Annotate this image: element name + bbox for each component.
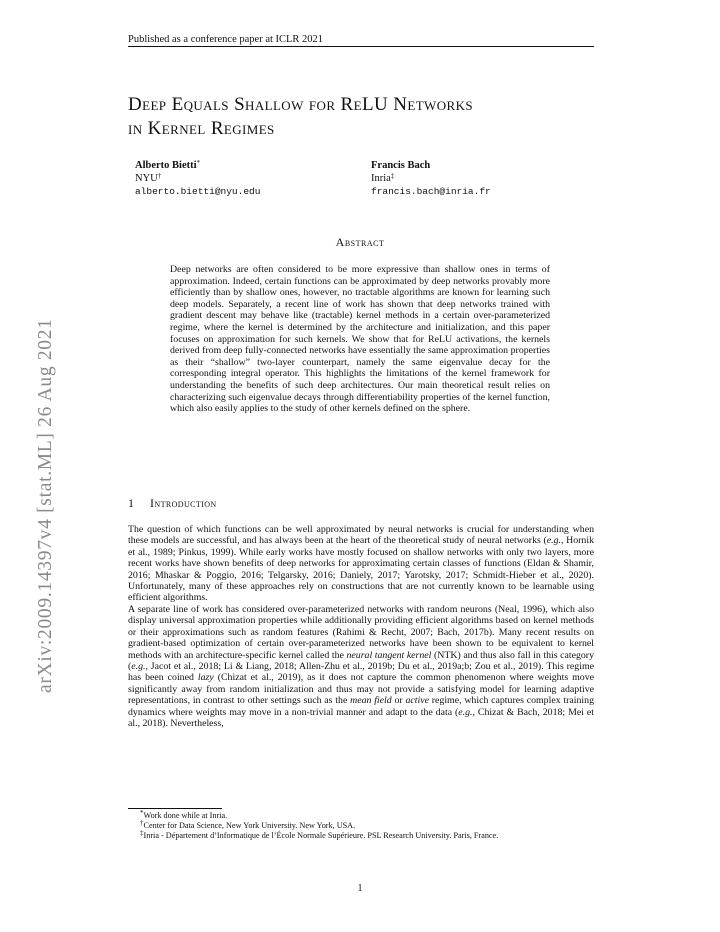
section-title: Introduction	[150, 496, 217, 510]
author-name: Francis Bach	[371, 160, 431, 171]
text-run: regime, which captures complex training dynamics where weights may move in a non-trivial manner and adapt to the data (	[128, 695, 595, 718]
emphasis: mean field	[350, 695, 392, 707]
emphasis: neural tangent kernel	[346, 649, 432, 661]
footnote-text: Center for Data Science, New York University. New York, USA.	[143, 821, 356, 831]
section-heading	[128, 496, 217, 511]
title-line-2: in Kernel Regimes	[128, 118, 275, 139]
footnote	[128, 811, 594, 821]
text-run: , Hornik et al., 1989; Pinkus, 1999). While early works have mostly focused on shallow networks with only two layers, more recent works have shown benefits of deep networks for approximating certain classes of functions (Eldan & Shamir, 2016; Mhaskar & Poggio, 2016; Telgarsky, 2016; Daniely, 2017; Yarotsky, 2017; Schmidt-Hieber et al., 2020). Unfortunately, many of these approaches rely on constructions that are not currently known to be learnable using efficient algorithms.	[128, 535, 595, 604]
footnote-mark: †	[140, 819, 144, 828]
text-run: or	[391, 695, 406, 707]
footnotes	[128, 811, 594, 842]
text-run: , Jacot et al., 2018; Li & Liang, 2018; Allen-Zhu et al., 2019b; Du et al., 2019a;b; Zou et al., 2019). This regime has been coined	[128, 661, 594, 684]
text-run: The question of which functions can be well approximated by neural networks is crucial for understanding when these models are successful, and has always been at the heart of the theoretical study of neural networks (	[128, 524, 594, 547]
intro-paragraph-2	[128, 604, 594, 729]
emphasis: e.g.	[546, 535, 561, 547]
running-header: Published as a conference paper at ICLR 2021	[128, 34, 324, 45]
author-email: alberto.bietti@nyu.edu	[135, 186, 261, 197]
author-affiliation: Inria	[371, 173, 391, 184]
footnote	[128, 821, 594, 831]
emphasis: lazy	[197, 672, 214, 684]
arxiv-stamp: arXiv:2009.14397v4 [stat.ML] 26 Aug 2021	[35, 318, 56, 693]
text-run: (Chizat et al., 2019), as it does not capture the common phenomenon where weights move significantly away from random initialization and thus may not provide a satisfying model for learning adaptive representations, in contrast to other settings such as the	[128, 672, 595, 707]
affiliation-footnote-mark: †	[157, 172, 162, 180]
paper-title	[128, 93, 594, 141]
footnote-text: Work done while at Inria.	[143, 811, 228, 820]
text-run: (NTK) and thus also fall in this category (	[128, 649, 594, 673]
text-run: A separate line of work has considered over-parameterized networks with random neurons (Neal, 1996), which also display universal approximation properties while additionally providing efficient algorithms based on kernel methods or their approximations such as random features (Rahimi & Recht, 2007; Bach, 2017b). Many recent results on gradient-based optimization of certain over-parameterized networks have been shown to be equivalent to kernel methods with an architecture-specific kernel called the	[128, 604, 594, 661]
text-run: , Chizat & Bach, 2018; Mei et al., 2018). Nevertheless,	[128, 706, 594, 730]
emphasis: e.g.	[458, 706, 473, 718]
emphasis: active	[405, 695, 429, 707]
title-line-1: Deep Equals Shallow for ReLU Networks	[128, 94, 473, 115]
abstract-text: Deep networks are often considered to be more expressive than shallow ones in terms of approximation. Indeed, certain functions can be approximated by deep networks provably more efficiently than by shallow ones, however, no tractable algorithms are known for learning such deep models. Separately, a recent line of work has shown that deep networks trained with gradient descent may behave like (tractable) kernel methods in a certain over-parameterized regime, where the kernel is determined by the architecture and initialization, and this paper focuses on approximation for such kernels. We show that for ReLU activations, the kernels derived from deep fully-connected networks have essentially the same approximation properties as their “shallow” two-layer counterpart, namely the same eigenvalue decay for the corresponding integral operator. This highlights the limitations of the kernel framework for understanding the benefits of such deep architectures. Our main theoretical result relies on characterizing such eigenvalue decays through differentiability properties of the kernel function, which also easily applies to the study of other kernels defined on the sphere.	[170, 264, 550, 415]
footnote-mark: *	[140, 809, 144, 817]
affiliation-footnote-mark: ‡	[390, 172, 395, 180]
author-footnote-mark: *	[196, 159, 201, 167]
author-affiliation: NYU	[135, 173, 158, 184]
footnote-mark: ‡	[140, 829, 144, 838]
footnote	[128, 831, 594, 841]
emphasis: e.g.	[131, 661, 146, 673]
section-number: 1	[128, 496, 134, 510]
header-rule	[128, 46, 594, 47]
footnote-text: Inria - Département d’Informatique de l’École Normale Supérieure. PSL Research University. Paris, France.	[143, 831, 499, 841]
author-name: Alberto Bietti	[135, 160, 197, 171]
page-number: 1	[357, 883, 363, 894]
author-email: francis.bach@inria.fr	[371, 186, 491, 197]
abstract-heading: Abstract	[335, 235, 385, 249]
author-2	[371, 159, 491, 198]
author-1	[135, 159, 260, 198]
intro-paragraph-1	[128, 524, 594, 604]
